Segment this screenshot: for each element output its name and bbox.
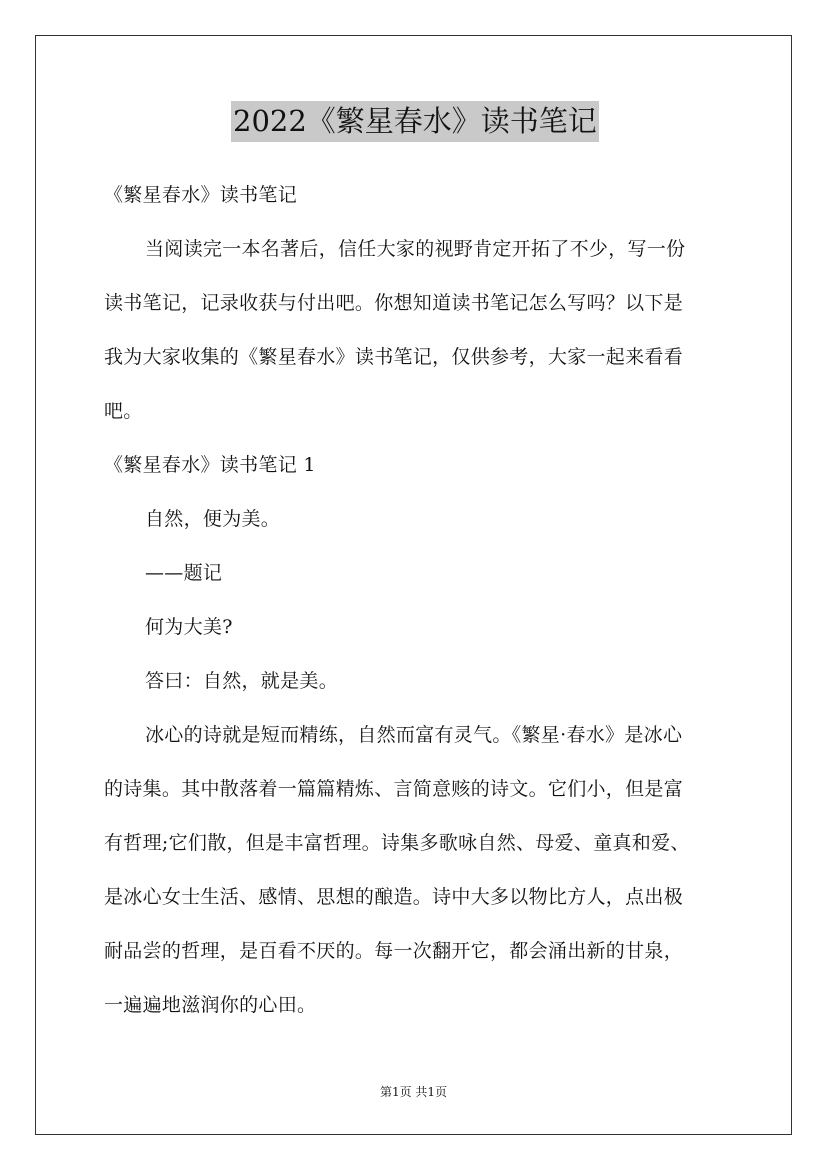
page-number-footer: 第1页 共1页 bbox=[379, 1085, 448, 1099]
paragraph-line: 有哲理;它们散，但是丰富哲理。诗集多歌咏自然、母爱、童真和爱、 bbox=[104, 832, 690, 854]
paragraph-line: 是冰心女士生活、感情、思想的酿造。诗中大多以物比方人，点出极 bbox=[104, 886, 684, 908]
section-heading: 《繁星春水》读书笔记 1 bbox=[104, 454, 316, 476]
paragraph-line: 读书笔记，记录收获与付出吧。你想知道读书笔记怎么写吗？以下是 bbox=[104, 292, 684, 314]
paragraph-line: 吧。 bbox=[104, 400, 143, 422]
section-heading: 《繁星春水》读书笔记 bbox=[104, 184, 298, 206]
paragraph-line: 冰心的诗就是短而精练，自然而富有灵气。《繁星·春水》是冰心 bbox=[145, 724, 683, 746]
paragraph-line: 自然，便为美。 bbox=[145, 508, 281, 530]
document-title: 2022《繁星春水》读书笔记 bbox=[231, 101, 599, 142]
paragraph-line: 我为大家收集的《繁星春水》读书笔记，仅供参考，大家一起来看看 bbox=[104, 346, 684, 368]
paragraph-line: 耐品尝的哲理，是百看不厌的。每一次翻开它，都会涌出新的甘泉， bbox=[104, 940, 684, 962]
paragraph-line: ——题记 bbox=[145, 562, 223, 584]
paragraph-line: 何为大美? bbox=[145, 616, 233, 638]
paragraph-line: 一遍遍地滋润你的心田。 bbox=[104, 994, 317, 1016]
paragraph-line: 的诗集。其中散落着一篇篇精炼、言简意赅的诗文。它们小，但是富 bbox=[104, 778, 684, 800]
paragraph-line: 答曰：自然，就是美。 bbox=[145, 670, 339, 692]
paragraph-line: 当阅读完一本名著后，信任大家的视野肯定开拓了不少，写一份 bbox=[145, 238, 686, 260]
